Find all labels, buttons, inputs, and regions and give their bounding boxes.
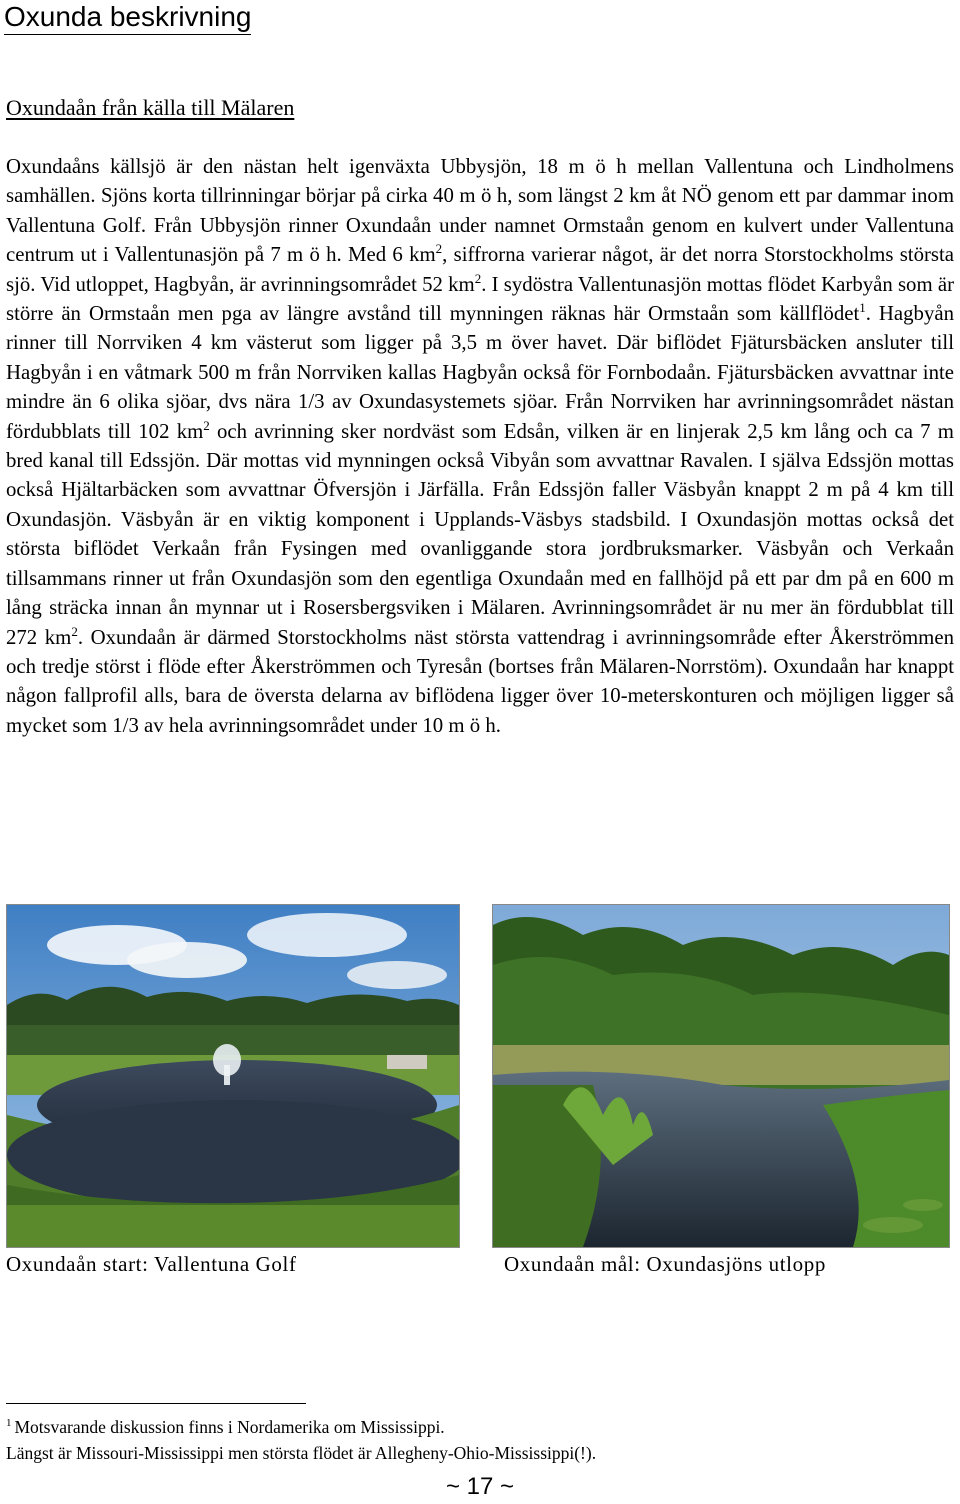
body-text-run: . Oxundaån är därmed Storstockholms näst största vattendrag i avrinningsområde efter Åkerströmmen och tredje störst i flöde efter Åkerströmmen och Tyresån (bortses från Mälaren-Norrstöm). Oxundaån har knappt någon fallprofil alls, bara de översta delarna av biflödena ligger över 10-meterskonturen och möjligen ligger så mycket som 1/3 av hela avrinningsområdet under 10 m ö h. (6, 625, 954, 737)
page-number: ~ 17 ~ (445, 1473, 515, 1500)
superscript: 2 (203, 417, 210, 433)
footnote-separator (6, 1403, 306, 1404)
footnote-text-line1: Motsvarande diskussion finns i Nordamerika om Mississippi. (14, 1417, 445, 1437)
photo-golf-pond (6, 904, 460, 1248)
photo-caption-left: Oxundaån start: Vallentuna Golf (6, 1252, 297, 1276)
body-paragraph (6, 152, 954, 740)
body-text-run: , siffrorna varierar något, är det norra Storstockholms största sjö. Vid utloppet, Hagbyån, är avrinningsområdet 52 km (6, 243, 954, 296)
page-title: Oxunda beskrivning (4, 0, 251, 35)
superscript: 1 (859, 300, 866, 316)
body-text-run: . Hagbyån rinner till Norrviken 4 km västerut som ligger på 3,5 m över havet. Där biflödet Fjätursbäcken ansluter till Hagbyån i en våtmark 500 m från Norrviken kallas Hagbyån också för Fornbodaån. Fjätursbäcken avvattnar inte mindre än 6 olika sjöar, dvs nära 1/3 av Oxundasystemets sjöar. Från Norrviken har avrinningsområdet nästan fördubblats till 102 km (6, 302, 954, 443)
superscript: 2 (474, 270, 482, 286)
body-text-run: och avrinning sker nordväst som Edsån, vilken är en linjerak 2,5 km lång och ca 7 m bred kanal till Edssjön. Där mottas vid mynningen också Vibyån som avvattnar Ravalen. I själva Edssjön mottas också Hjältarbäcken som avvattnar Öfversjön i Järfälla. Från Edssjön faller Väsbyån knappt 2 m på 4 km till Oxundasjön. Väsbyån är en viktig komponent i Upplands-Väsbys stadsbild. I Oxundasjön mottas också det största biflödet Verkaån från Fysingen med ovanliggande stora jordbruksmarker. Väsbyån och Verkaån tillsammans rinner ut från Oxundasjön som den egentliga Oxundaån med en fallhöjd på ett par dm på en 600 m lång sträcka innan ån mynnar ut i Rosersbergsviken i Mälaren. Avrinningsområdet är nu mer än fördubblat till 272 km (6, 419, 954, 649)
superscript: 2 (435, 241, 443, 257)
superscript: 2 (71, 623, 78, 639)
footnote (6, 1414, 445, 1440)
photo-lake-outlet (492, 904, 950, 1248)
footnote-text-line2: Längst är Missouri-Mississippi men största flödet är Allegheny-Ohio-Mississippi(!). (6, 1443, 597, 1463)
footnote-marker: 1 (6, 1417, 12, 1430)
body-text-run: . I sydöstra Vallentunasjön mottas flödet Karbyån som är större än Ormstaån men pga av längre avstånd till mynningen räknas här Ormstaån som källflödet (6, 272, 955, 326)
body-text-run: Oxundaåns källsjö är den nästan helt igenväxta Ubbysjön, 18 m ö h mellan Vallentuna och Lindholmens samhällen. Sjöns korta tillrinningar börjar på cirka 40 m ö h, som längst 2 km åt NÖ genom ett par dammar inom Vallentuna Golf. Från Ubbysjön rinner Oxundaån under namnet Ormstaån genom en kulvert under Vallentuna centrum ut i Vallentunasjön på 7 m ö h. Med 6 km (6, 155, 954, 267)
section-heading: Oxundaån från källa till Mälaren (6, 95, 295, 120)
photo-caption-right: Oxundaån mål: Oxundasjöns utlopp (504, 1252, 826, 1276)
